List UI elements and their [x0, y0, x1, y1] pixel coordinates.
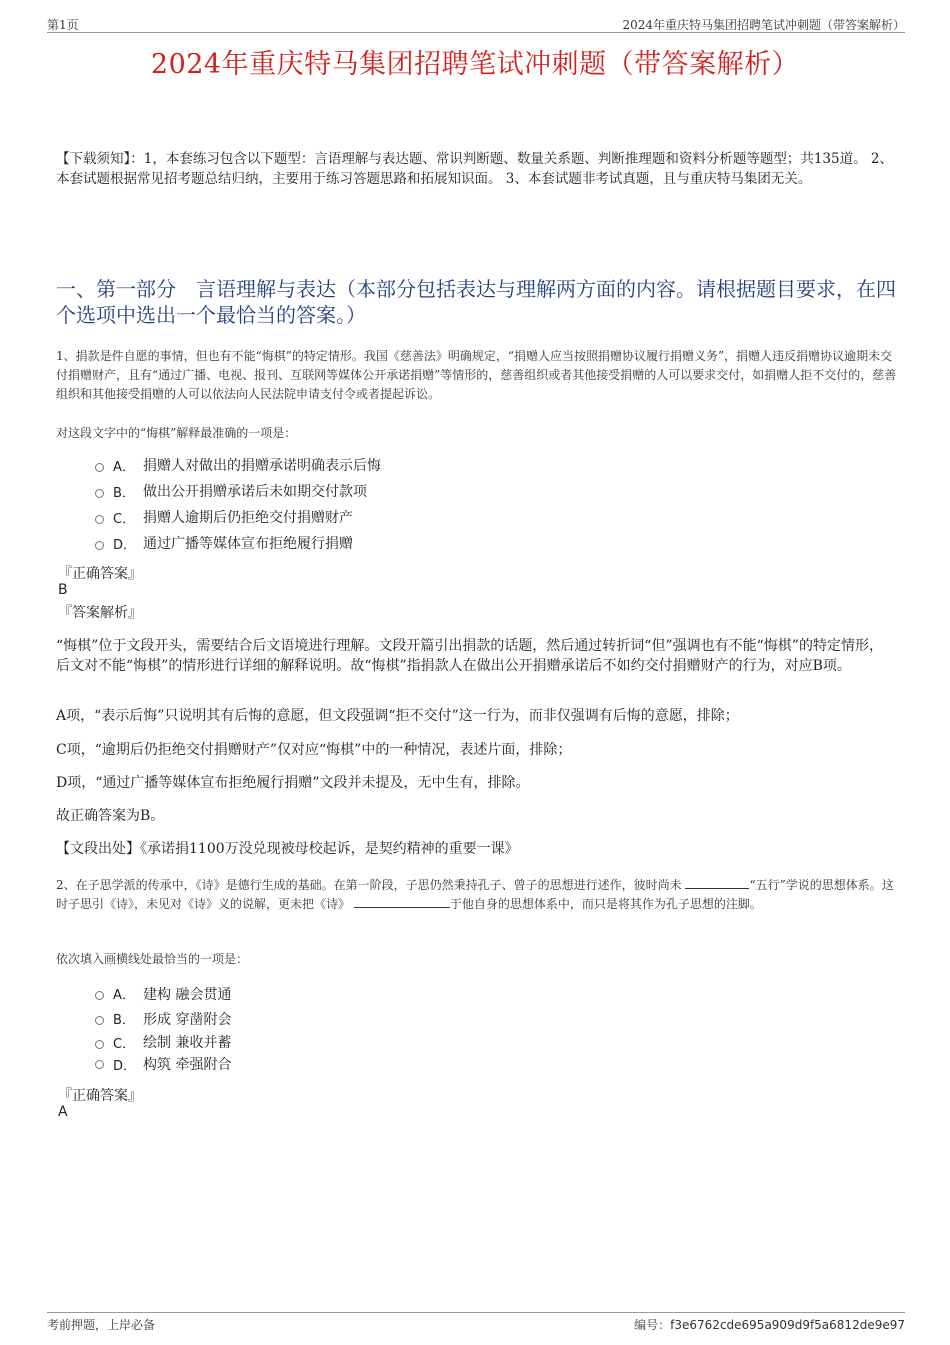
page-number: 第1页 — [47, 18, 79, 32]
option-d[interactable]: D． 通过广播等媒体宣布拒绝履行捐赠 — [95, 530, 381, 556]
answer-label: 『正确答案』 — [58, 1088, 142, 1104]
section-title: 一、第一部分 言语理解与表达（本部分包括表达与理解两方面的内容。请根据题目要求，在四个选项中选出一个最恰当的答案。） — [56, 277, 896, 327]
question-1-ask: 对这段文字中的“悔棋”解释最准确的一项是： — [56, 426, 297, 440]
answer-label: 『正确答案』 — [58, 566, 142, 582]
header-doc-title: 2024年重庆特马集团招聘笔试冲刺题（带答案解析） — [622, 18, 905, 32]
option-b[interactable]: B． 做出公开捐赠承诺后未如期交付款项 — [95, 478, 381, 504]
radio-icon[interactable] — [95, 489, 104, 498]
download-notice: 【下载须知】：1，本套练习包含以下题型：言语理解与表达题、常识判断题、数量关系题、判断推理题和资料分析题等题型；共135道。 2、本套试题根据常见招考题总结归纳，主要用于练习答题思路和拓展知识面。 3、本套试题非考试真题，且与重庆特马集团无关。 — [56, 151, 893, 187]
question-2-options — [95, 981, 231, 1075]
radio-icon[interactable] — [95, 1016, 104, 1025]
answer-value: B — [58, 582, 68, 598]
analysis-paragraph: C项，“逾期后仍拒绝交付捐赠财产”仅对应“悔棋”中的一种情况，表述片面，排除； — [56, 742, 572, 758]
question-1-options — [95, 452, 381, 556]
question-2-ask: 依次填入画横线处最恰当的一项是： — [56, 952, 249, 966]
blank-2 — [354, 895, 450, 908]
analysis-paragraph: “悔棋”位于文段开头，需要结合后文语境进行理解。文段开篇引出捐款的话题，然后通过转折词“但”强调也有不能“悔棋”的特定情形，后文对不能“悔棋”的情形进行详细的解释说明。故“悔棋”指捐款人在做出公开捐赠承诺后不如约交付捐赠财产的行为，对应B项。 — [56, 638, 883, 674]
radio-icon[interactable] — [95, 463, 104, 472]
analysis-label: 『答案解析』 — [58, 605, 142, 621]
footer-code: 编号：f3e6762cde695a909d9f5a6812de9e97 — [634, 1318, 905, 1332]
option-b[interactable]: B． 形成 穿凿附会 — [95, 1006, 231, 1031]
radio-icon[interactable] — [95, 1040, 104, 1049]
page-title: 2024年重庆特马集团招聘笔试冲刺题（带答案解析） — [150, 49, 800, 80]
footer-slogan: 考前押题，上岸必备 — [47, 1318, 156, 1332]
radio-icon[interactable] — [95, 515, 104, 524]
question-2-text: 2、在子思学派的传承中，《诗》是德行生成的基础。在第一阶段，子思仍然秉持孔子、曾子的思想进行述作，彼时尚未 “五行”学说的思想体系。这时子思引《诗》，未见对《诗》义的说解，更未把《诗》 于他自身的思想体系中，而只是将其作为孔子思想的注脚。 — [56, 878, 894, 911]
analysis-paragraph: A项，“表示后悔”只说明其有后悔的意愿，但文段强调“拒不交付”这一行为，而非仅强调有后悔的意愿，排除； — [56, 708, 739, 724]
page-header — [47, 14, 905, 33]
option-d[interactable]: D． 构筑 牵强附合 — [95, 1053, 231, 1075]
option-c[interactable]: C． 绘制 兼收并蓄 — [95, 1031, 231, 1053]
radio-icon[interactable] — [95, 1060, 104, 1069]
answer-value: A — [58, 1104, 68, 1120]
option-a[interactable]: A． 捐赠人对做出的捐赠承诺明确表示后悔 — [95, 452, 381, 478]
question-1-text: 1、捐款是件自愿的事情，但也有不能“悔棋”的特定情形。我国《慈善法》明确规定，“捐赠人应当按照捐赠协议履行捐赠义务”，捐赠人违反捐赠协议逾期未交付捐赠财产，且有“通过广播、电视、报刊、互联网等媒体公开承诺捐赠”等情形的，慈善组织或者其他接受捐赠的人可以要求交付，如捐赠人拒不交付的，慈善组织和其他接受捐赠的人可以依法向人民法院申请支付令或者提起诉讼。 — [56, 349, 897, 401]
source-note: 【文段出处】《承诺捐1100万没兑现被母校起诉，是契约精神的重要一课》 — [56, 841, 519, 857]
analysis-paragraph: D项，“通过广播等媒体宣布拒绝履行捐赠”文段并未提及，无中生有，排除。 — [56, 775, 530, 791]
radio-icon[interactable] — [95, 541, 104, 550]
option-c[interactable]: C． 捐赠人逾期后仍拒绝交付捐赠财产 — [95, 504, 381, 530]
blank-1 — [685, 876, 749, 889]
analysis-conclusion: 故正确答案为B。 — [56, 808, 165, 824]
option-a[interactable]: A． 建构 融会贯通 — [95, 981, 231, 1006]
page-footer — [47, 1312, 905, 1333]
radio-icon[interactable] — [95, 991, 104, 1000]
